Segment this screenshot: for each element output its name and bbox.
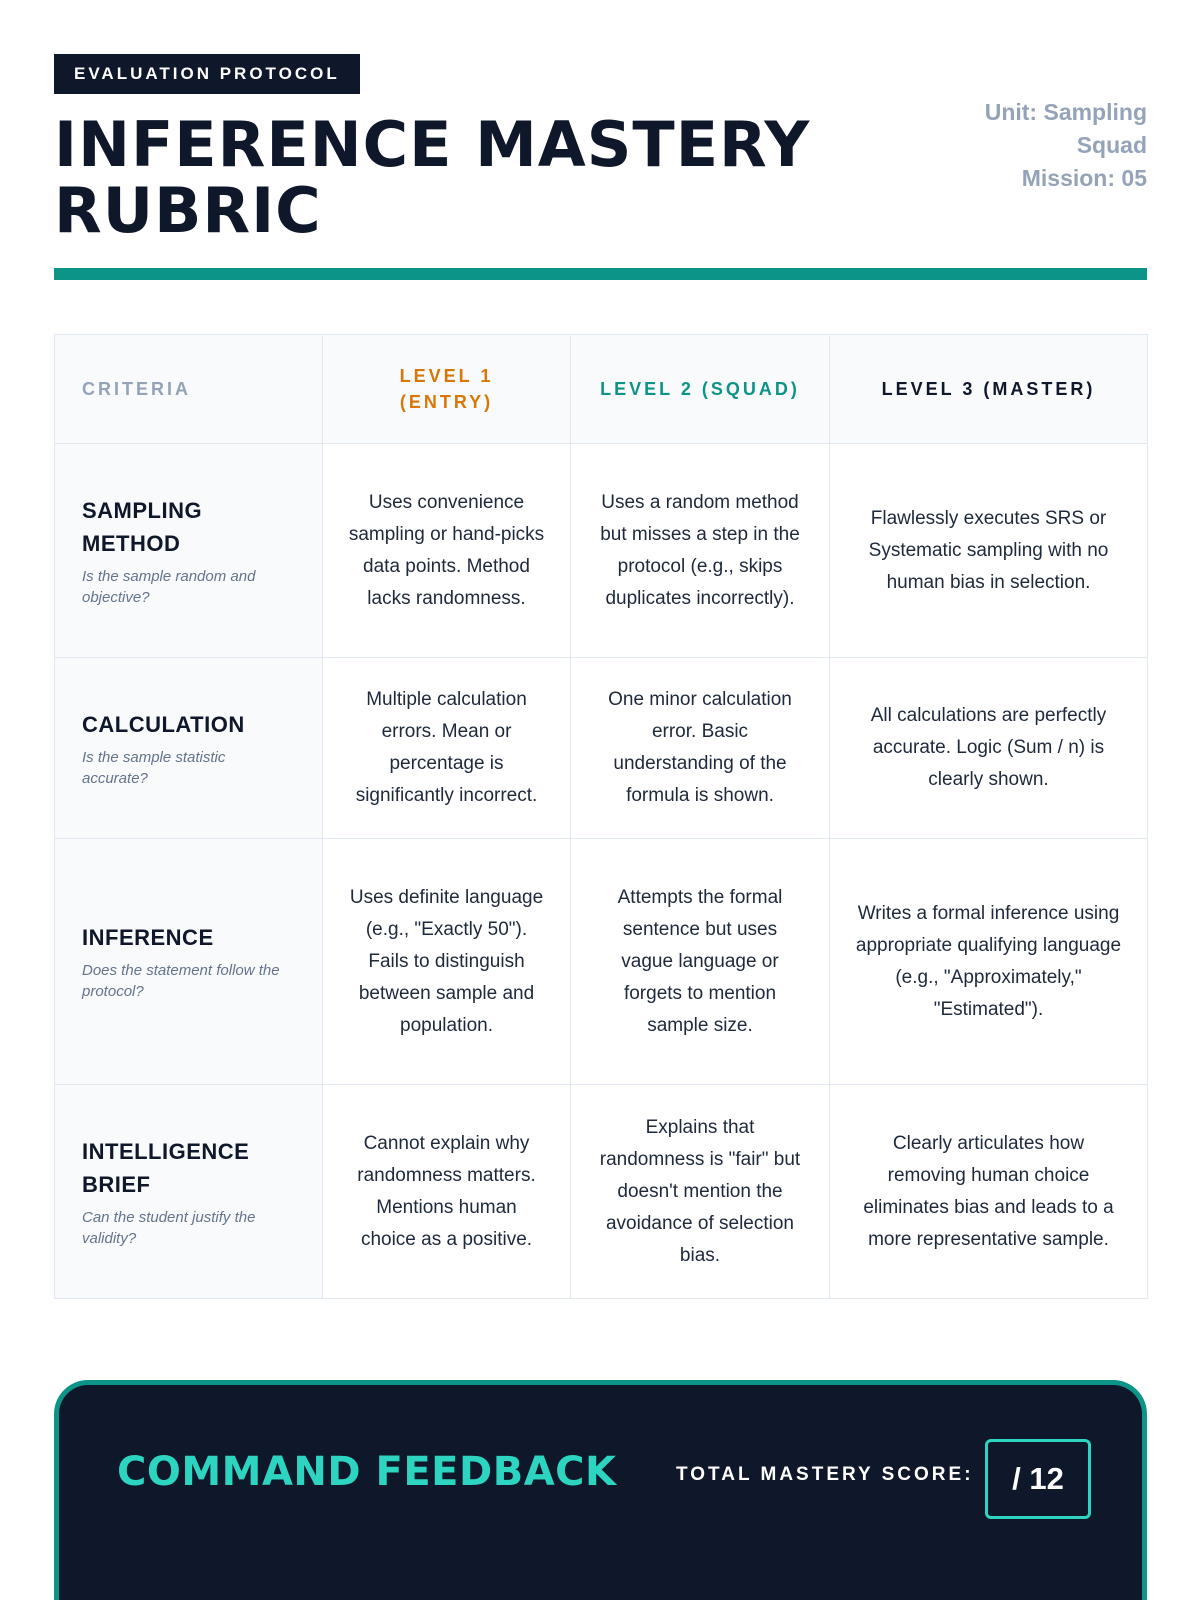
command-feedback-panel [54, 1380, 1147, 1600]
header-divider [54, 268, 1147, 280]
criteria-cell [55, 839, 323, 1085]
criteria-question: Is the sample random and objective? [82, 567, 256, 606]
title-line-2: RUBRIC [54, 174, 322, 247]
level-2-cell: One minor calculation error. Basic understanding of the formula is shown. [571, 658, 830, 839]
level-1-cell: Uses definite language (e.g., "Exactly 50"). Fails to distinguish between sample and population. [323, 839, 571, 1085]
meta-squad: Squad [1076, 132, 1147, 158]
level-2-cell: Uses a random method but misses a step in the protocol (e.g., skips duplicates incorrectly). [571, 444, 830, 658]
score-input-box[interactable]: / 12 [985, 1439, 1091, 1519]
level-2-cell: Attempts the formal sentence but uses vague language or forgets to mention sample size. [571, 839, 830, 1085]
criteria-cell [55, 444, 323, 658]
table-row [55, 1085, 1148, 1299]
criteria-cell [55, 658, 323, 839]
level-1-cell: Cannot explain why randomness matters. Mentions human choice as a positive. [323, 1085, 571, 1299]
protocol-tag: EVALUATION PROTOCOL [54, 54, 360, 94]
level-3-cell: All calculations are perfectly accurate. Logic (Sum / n) is clearly shown. [830, 658, 1148, 839]
criteria-name: CALCULATION [82, 711, 245, 737]
title-line-1: INFERENCE MASTERY [54, 108, 811, 181]
rubric-table [54, 334, 1148, 1299]
level-3-cell: Flawlessly executes SRS or Systematic sampling with no human bias in selection. [830, 444, 1148, 658]
level-1-cell: Uses convenience sampling or hand-picks data points. Method lacks randomness. [323, 444, 571, 658]
criteria-question: Does the statement follow the protocol? [82, 962, 280, 1000]
page-title [54, 108, 814, 247]
criteria-question: Is the sample statistic accurate? [82, 748, 226, 787]
header-criteria: CRITERIA [55, 335, 323, 444]
criteria-name: SAMPLING METHOD [82, 497, 203, 556]
table-row [55, 444, 1148, 658]
unit-meta [947, 96, 1147, 195]
table-header-row [55, 335, 1148, 444]
header-level-1: LEVEL 1 (ENTRY) [323, 335, 571, 444]
criteria-cell [55, 1085, 323, 1299]
level-3-cell: Clearly articulates how removing human choice eliminates bias and leads to a more representative sample. [830, 1085, 1148, 1299]
level-2-cell: Explains that randomness is "fair" but doesn't mention the avoidance of selection bias. [571, 1085, 830, 1299]
meta-unit: Unit: Sampling [984, 99, 1147, 125]
meta-mission: Mission: 05 [1021, 165, 1147, 191]
header-level-2: LEVEL 2 (SQUAD) [571, 335, 830, 444]
criteria-name: INTELLIGENCE BRIEF [82, 1138, 250, 1197]
score-label: TOTAL MASTERY SCORE: [676, 1464, 974, 1485]
page-header [54, 54, 1147, 280]
level-3-cell: Writes a formal inference using appropriate qualifying language (e.g., "Approximately," "Estimated"). [830, 839, 1148, 1085]
criteria-name: INFERENCE [82, 925, 214, 950]
table-row [55, 839, 1148, 1085]
table-row [55, 658, 1148, 839]
criteria-question: Can the student justify the validity? [82, 1208, 256, 1247]
header-level-3: LEVEL 3 (MASTER) [830, 335, 1148, 444]
level-1-cell: Multiple calculation errors. Mean or percentage is significantly incorrect. [323, 658, 571, 839]
feedback-title: COMMAND FEEDBACK [117, 1449, 617, 1495]
